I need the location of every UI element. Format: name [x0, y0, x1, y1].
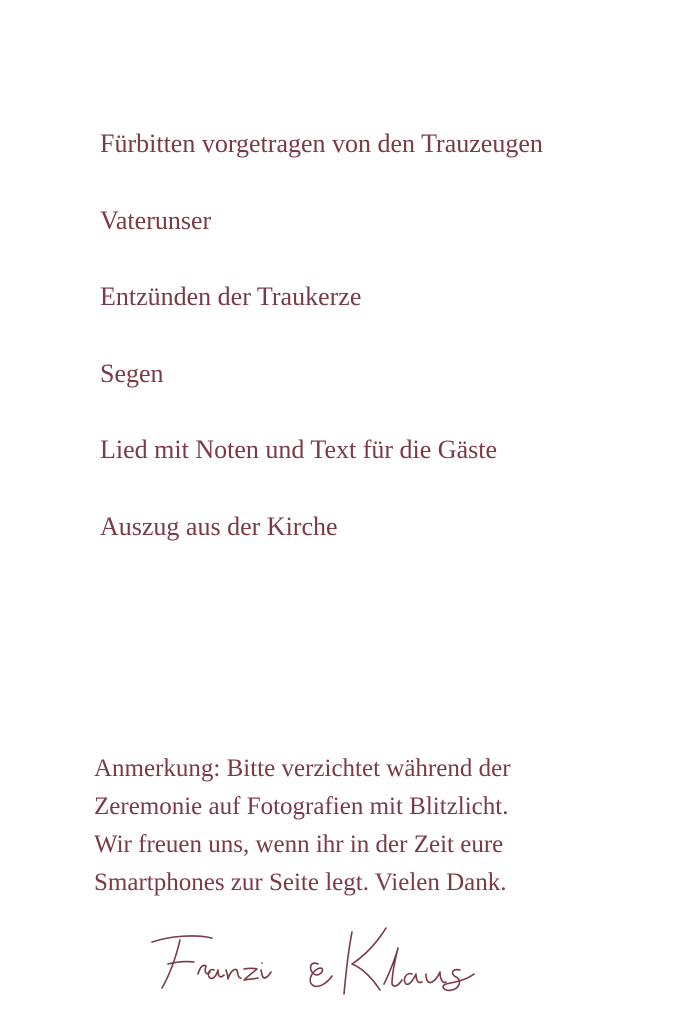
note-line: Wir freuen uns, wenn ihr in der Zeit eure: [94, 831, 504, 858]
note-paragraph: [94, 750, 614, 902]
note-line: Anmerkung: Bitte verzichtet während der: [94, 755, 511, 782]
program-item: Auszug aus der Kirche: [100, 511, 338, 541]
program-item: Fürbitten vorgetragen von den Trauzeugen: [100, 129, 543, 158]
program-item: Segen: [100, 358, 164, 388]
program-item: Lied mit Noten und Text für die Gäste: [100, 435, 497, 464]
program-item: Vaterunser: [100, 205, 212, 235]
program-item: Entzünden der Traukerze: [100, 282, 362, 311]
note-line: Zeremonie auf Fotografien mit Blitzlicht.: [94, 793, 509, 820]
handwritten-signature: [140, 912, 500, 1002]
note-line: Smartphones zur Seite legt. Vielen Dank.: [94, 869, 507, 896]
ceremony-program-list: [100, 124, 543, 583]
